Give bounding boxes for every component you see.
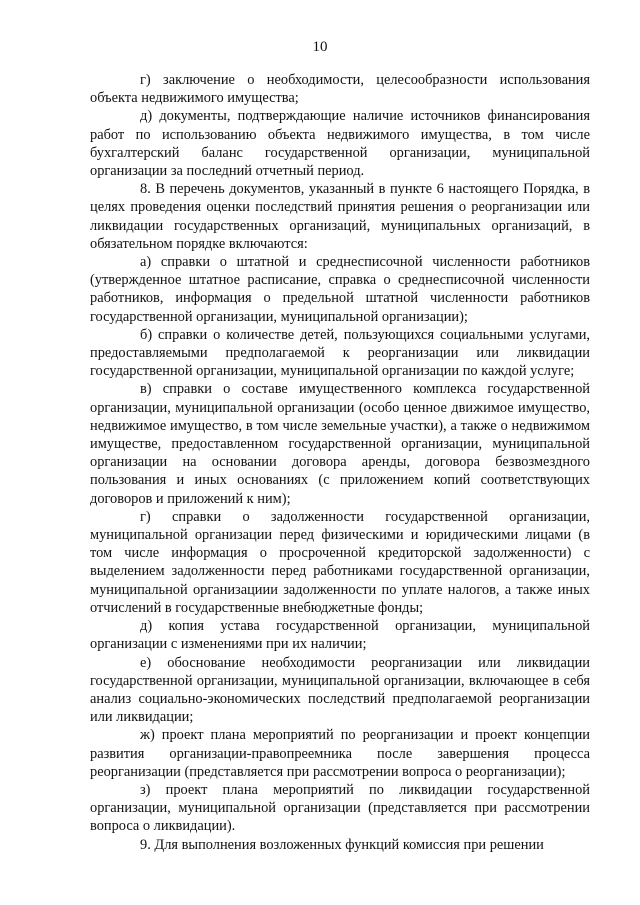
paragraph-clause-8: 8. В перечень документов, указанный в пункте 6 настоящего Порядка, в целях проведения оценки последствий принятия решения о реорганизации или ликвидации государственных организаций, муниципальных организаций, в обязательном порядке включаются: (90, 181, 590, 252)
page-number: 10 (312, 39, 328, 55)
paragraph-item-g-debt: г) справки о задолженности государственной организации, муниципальной организации перед физическими и юридическими лицами (в том числе информация о просроченной кредиторской задолженности) с выделением задолженности перед работниками государственной организации, муниципальной организациии задолженности по уплате налогов, а также иных отчислений в государственные внебюджетные фонды; (90, 508, 590, 616)
paragraph-item-zh: ж) проект плана мероприятий по реорганизации и проект концепции развития организации-правопреемника после завершения процесса реорганизации (представляется при рассмотрении вопроса о реорганизации); (90, 727, 590, 780)
paragraph-item-g: г) заключение о необходимости, целесообразности использования объекта недвижимого имущества; (90, 72, 590, 107)
paragraph-clause-9: 9. Для выполнения возложенных функций комиссия при решении (140, 836, 544, 853)
paragraph-item-d: д) документы, подтверждающие наличие источников финансирования работ по использованию объекта недвижимого имущества, в том числе бухгалтерский баланс государственной организации, муниципальной организации за последний отчетный период. (90, 108, 590, 180)
paragraph-item-e: е) обоснование необходимости реорганизации или ликвидации государственной организации, муниципальной организации, включающее в себя анализ социально-экономических последствий предполагаемой реорганизации или ликвидации; (90, 654, 590, 726)
paragraph-item-a: а) справки о штатной и среднесписочной численности работников (утвержденное штатное расписание, справка о среднесписочной численности работников, информация о предельной штатной численности работников государственной организации, муниципальной организации); (90, 254, 590, 325)
document-body (90, 71, 590, 854)
paragraph-item-b: б) справки о количестве детей, пользующихся социальными услугами, предоставляемыми предполагаемой к реорганизации или ликвидации государственной организации, муниципальной организации по каждой услуге; (90, 326, 590, 380)
paragraph-item-d-charter: д) копия устава государственной организации, муниципальной организации с изменениями при их наличии; (90, 618, 590, 653)
paragraph-item-z: з) проект плана мероприятий по ликвидации государственной организации, муниципальной организации (представляется при рассмотрении вопроса о ликвидации). (90, 781, 590, 835)
paragraph-item-v: в) справки о составе имущественного комплекса государственной организации, муниципальной организации (особо ценное движимое имущество, недвижимое имущество, в том числе земельные участки), а также о недвижимом имуществе, предоставленном государственной организации, муниципальной организации на основании договора аренды, договора безвозмездного пользования и иных основаниях (с приложением копий соответствующих договоров и приложений к ним); (90, 381, 590, 507)
